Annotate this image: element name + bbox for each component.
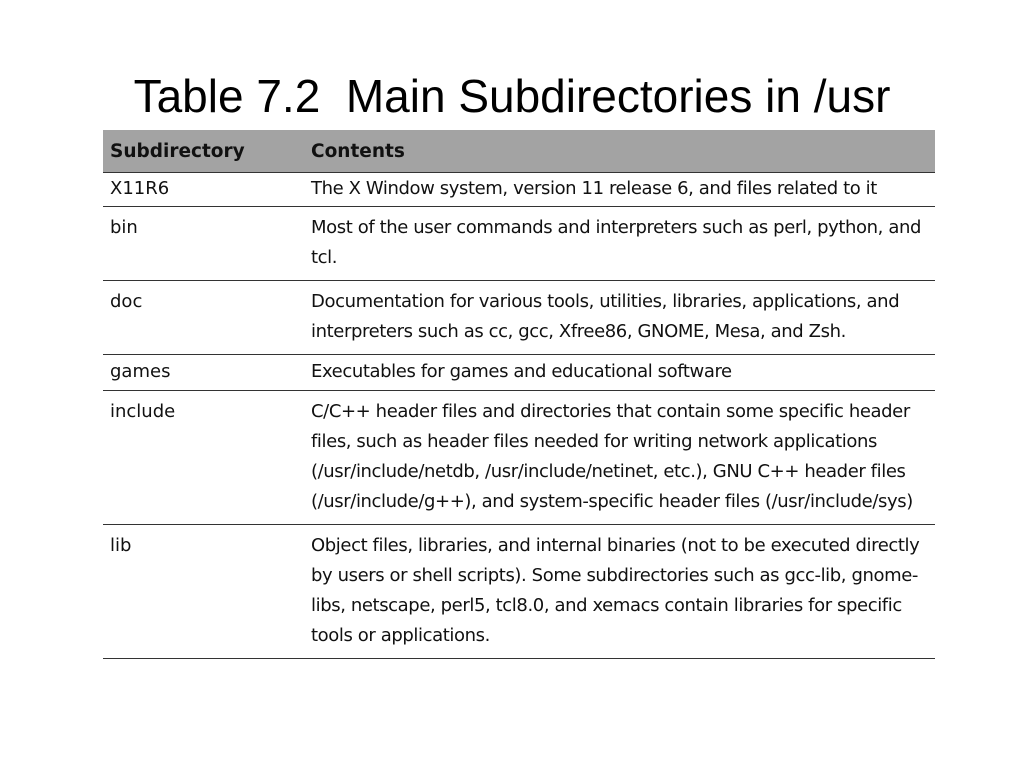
subdirectory-cell: games [103,355,304,391]
contents-cell: Most of the user commands and interpreters such as perl, python, and tcl. [304,207,935,281]
subdirectory-cell: X11R6 [103,173,304,207]
subdirectory-cell: doc [103,281,304,355]
subdirectory-cell: lib [103,525,304,659]
contents-cell: The X Window system, version 11 release 6, and files related to it [304,173,935,207]
column-header-contents: Contents [304,130,935,173]
contents-cell: C/C++ header files and directories that contain some specific header files, such as header files needed for writing network applications (/usr/include/netdb, /usr/include/netinet, etc.), GNU C++ header files (/usr/include/g++), and system-specific header files (/usr/include/sys) [304,391,935,525]
table-row [103,525,935,659]
contents-cell: Executables for games and educational software [304,355,935,391]
slide-title: Table 7.2 Main Subdirectories in /usr [133,70,891,122]
contents-cell: Object files, libraries, and internal binaries (not to be executed directly by users or shell scripts). Some subdirectories such as gcc-lib, gnome-libs, netscape, perl5, tcl8.0, and xemacs contain libraries for specific tools or applications. [304,525,935,659]
table-row [103,391,935,525]
table-row [103,281,935,355]
subdirectories-table [103,130,935,659]
subdirectory-cell: include [103,391,304,525]
table-row [103,355,935,391]
column-header-subdirectory: Subdirectory [103,130,304,173]
subdirectory-cell: bin [103,207,304,281]
table-header [103,130,935,173]
table-row [103,207,935,281]
subdirectories-table-container [103,130,935,659]
table-header-row [103,130,935,173]
table-row [103,173,935,207]
table-body [103,173,935,659]
contents-cell: Documentation for various tools, utilities, libraries, applications, and interpreters such as cc, gcc, Xfree86, GNOME, Mesa, and Zsh. [304,281,935,355]
